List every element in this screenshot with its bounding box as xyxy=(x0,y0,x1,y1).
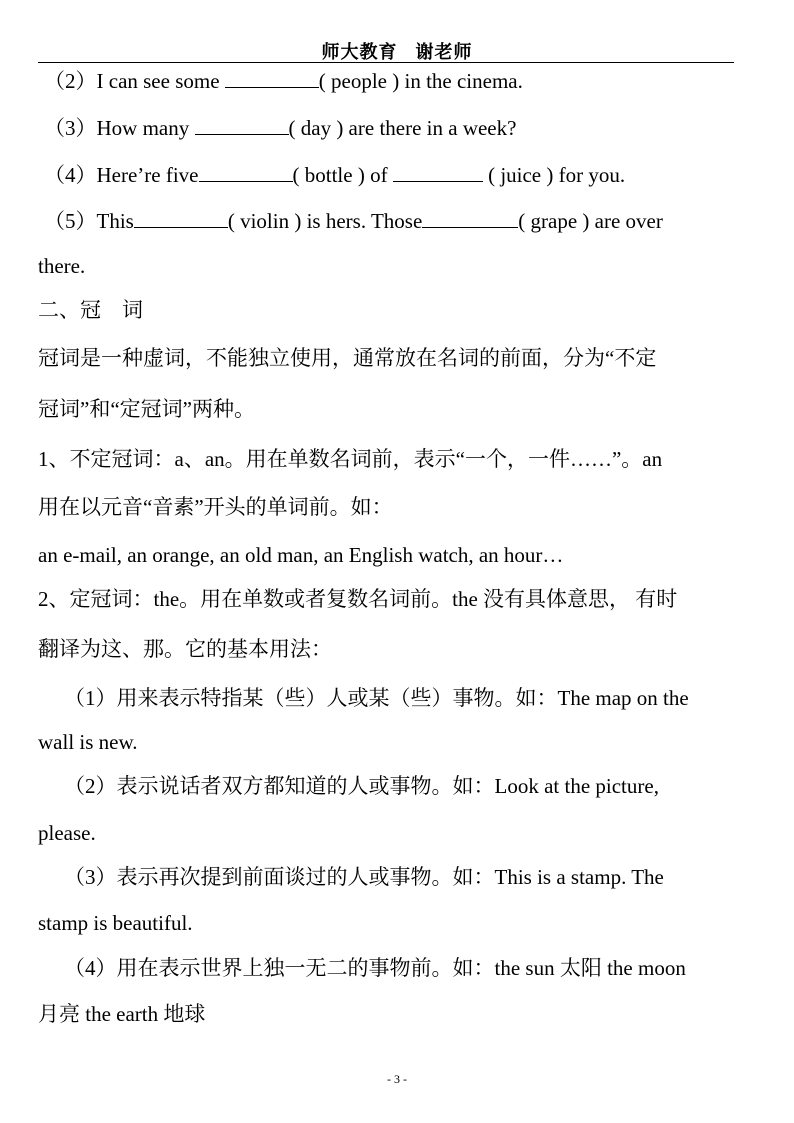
answer-blank[interactable] xyxy=(134,209,228,228)
indef-line-1: 1、不定冠词：a、an。用在单数名词前，表示“一个，一件……”。an xyxy=(38,447,663,471)
usage-3-continued: stamp is beautiful. xyxy=(38,911,193,935)
exercise-4: （4）Here’re five ( bottle ) of ( juice ) for you. xyxy=(44,163,626,187)
exercise-5: （5）This ( violin ) is hers. Those ( grape ) are over xyxy=(44,209,663,233)
exercise-3: （3）How many ( day ) are there in a week? xyxy=(44,116,517,140)
answer-blank[interactable] xyxy=(195,116,289,135)
page-number: - 3 - xyxy=(387,1072,407,1086)
intro-line-2: 冠词”和“定冠词”两种。 xyxy=(38,397,255,421)
def-line-1: 2、定冠词：the。用在单数或者复数名词前。the 没有具体意思， 有时 xyxy=(38,587,678,611)
usage-1: （1）用来表示特指某（些）人或某（些）事物。如：The map on the xyxy=(64,686,689,710)
answer-blank[interactable] xyxy=(422,209,518,228)
header-teacher: 谢老师 xyxy=(415,42,473,62)
answer-blank[interactable] xyxy=(393,163,483,182)
section-title: 二、冠 词 xyxy=(38,298,143,322)
exercise-2: （2）I can see some ( people ) in the cinema. xyxy=(44,69,523,93)
exercise-5-continued: there. xyxy=(38,254,86,278)
usage-3: （3）表示再次提到前面谈过的人或事物。如：This is a stamp. The xyxy=(64,865,664,889)
indef-examples: an e-mail, an orange, an old man, an English watch, an hour… xyxy=(38,543,564,567)
usage-4-continued: 月亮 the earth 地球 xyxy=(38,1002,206,1026)
usage-2: （2）表示说话者双方都知道的人或事物。如：Look at the picture, xyxy=(64,774,659,798)
answer-blank[interactable] xyxy=(225,69,319,88)
usage-4: （4）用在表示世界上独一无二的事物前。如：the sun 太阳 the moon xyxy=(64,956,686,980)
indef-line-2: 用在以元音“音素”开头的单词前。如： xyxy=(38,495,393,519)
page-header xyxy=(0,38,794,64)
answer-blank[interactable] xyxy=(199,163,293,182)
usage-1-continued: wall is new. xyxy=(38,730,138,754)
header-rule xyxy=(38,62,734,63)
usage-2-continued: please. xyxy=(38,821,96,845)
def-line-2: 翻译为这、那。它的基本用法： xyxy=(38,637,332,661)
header-org: 师大教育 xyxy=(321,42,398,62)
intro-line-1: 冠词是一种虚词，不能独立使用，通常放在名词的前面，分为“不定 xyxy=(38,346,657,370)
